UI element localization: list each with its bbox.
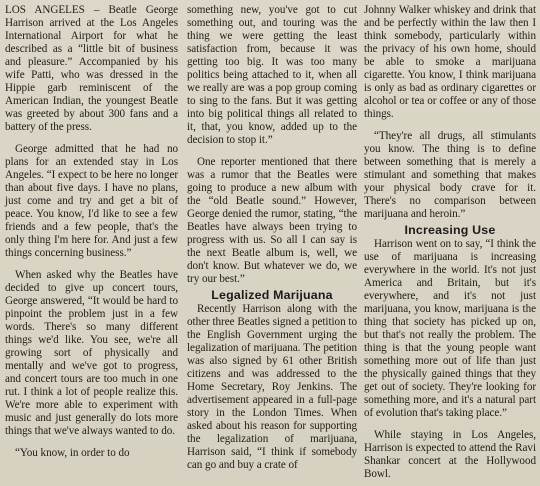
column-1 [5, 4, 178, 460]
column-3 [364, 4, 536, 481]
paragraph-7: Recently Harrison along with the other three Beatles signed a petition to the English Government urging the legalization of marijuana. The petition was also signed by 61 other British citizens and was addressed to the Home Secretary, Roy Jenkins. The advertisement appeared in a full-page story in the London Times. When asked about his reason for supporting the legalization of marijuana, Harrison said, “I think if somebody can go and buy a crate of [187, 303, 357, 471]
paragraph-8: Johnny Walker whiskey and drink that and be perfectly within the law then I think somebody, particularly within the privacy of his own home, should be able to smoke a marijuana cigarette. You know, I think marijuana is only as bad as ordinary cigarettes or alcohol or tea or coffee or any of those things. [364, 4, 536, 120]
paragraph-2: George admitted that he had no plans for an extended stay in Los Angeles. “I expect to be here no longer than about five days. I have no plans, just come and try and get a bit of peace. You know, I'd like to see a few friends and a few people, that's the only thing I'm here for. And just a few things concerning business.” [5, 143, 178, 259]
paragraph-3: When asked why the Beatles have decided to give up concert tours, George answered, “It would be hard to pinpoint the problem just in a few words. There's so many different things we'd like. You see, we're all growing sort of physically and mentally and we've got to progress, and concert tours are too much in one rut. I think a lot of people realize this. We're more able to experiment with music and just generally do lots more things that we've always wanted to do. [5, 269, 178, 437]
paragraph-10: Harrison went on to say, “I think the use of marijuana is increasing everywhere in the world. It's not just America and Britain, but it's everywhere, and it's not just marijuana, you know, marijuana is the thing that society has picked up on, but that's not really the problem. The thing is that the young people want something more out of life than just the physically gained things that they get out of society. They're looking for something more, and it's a natural part of evolution that's taking place.” [364, 238, 536, 419]
subheading-increasing-use: Increasing Use [404, 223, 496, 237]
paragraph-11: While staying in Los Angeles, Harrison is expected to attend the Ravi Shankar concert at the Hollywood Bowl. [364, 429, 536, 480]
paragraph-4: “You know, in order to do [15, 447, 130, 459]
paragraph-5: something new, you've got to cut something out, and touring was the thing we were getting the least satisfaction from, because it was getting too big. It was too many politics being attached to it, when all we really are was a pop group coming to sing to the fans. But it was getting into big political things all related to it, that, you know, added up to the decision to stop it.” [187, 4, 357, 146]
paragraph-6: One reporter mentioned that there was a rumor that the Beatles were going to produce a new album with the “old Beatle sound.” However, George denied the rumor, stating, “the Beatles have always been trying to progress with us. So all I can say is the next Beatle album is, well, we don't know. But whatever we do, we try our best.” [187, 156, 357, 285]
paragraph-9: “They're all drugs, all stimulants you know. The thing is to define between something that is merely a stimulant and something that makes your physical body crave for it. There's no comparison between marijuana and heroin.” [364, 130, 536, 220]
paragraph-1: LOS ANGELES – Beatle George Harrison arrived at the Los Angeles International Airport for what he described as a “little bit of business and pleasure.” Accompanied by his wife Patti, who was dressed in the Hippie garb reminiscent of the American Indian, the youngest Beatle was greeted by about 300 fans and a battery of the press. [5, 4, 178, 133]
column-2 [187, 4, 357, 472]
subheading-legalized-marijuana: Legalized Marijuana [211, 288, 333, 302]
